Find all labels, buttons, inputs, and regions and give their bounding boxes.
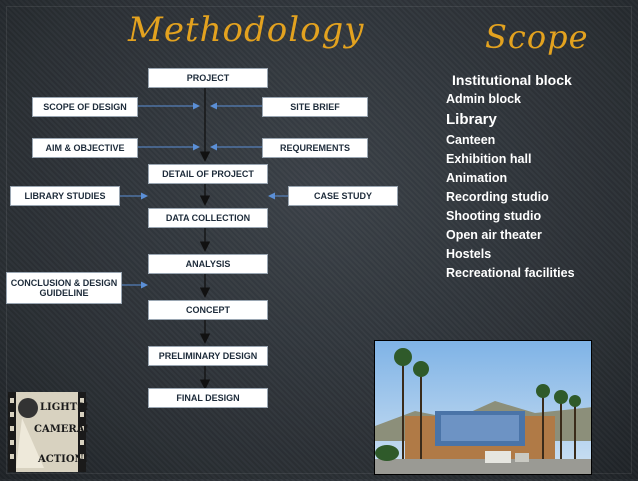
step-project: PROJECT: [148, 68, 268, 88]
scope-item: Shooting studio: [446, 209, 542, 223]
scope-item: Exhibition hall: [446, 152, 532, 166]
step-detail-of-project: DETAIL OF PROJECT: [148, 164, 268, 184]
scope-item: Canteen: [446, 133, 496, 147]
scope-title: Scope: [485, 18, 589, 56]
scope-item: Admin block: [446, 92, 522, 106]
input-library-studies: LIBRARY STUDIES: [10, 186, 120, 206]
scope-item: Recreational facilities: [446, 266, 575, 280]
step-final-design: FINAL DESIGN: [148, 388, 268, 408]
input-case-study: CASE STUDY: [288, 186, 398, 206]
input-conclusion-design-guideline: CONCLUSION & DESIGN GUIDELINE: [6, 272, 122, 304]
lights-camera-action-logo: [4, 388, 90, 476]
step-preliminary-design: PRELIMINARY DESIGN: [148, 346, 268, 366]
input-site-brief: SITE BRIEF: [262, 97, 368, 117]
logo-text: LIGHTS!: [40, 402, 89, 413]
scope-item: Recording studio: [446, 190, 549, 204]
scope-item: Animation: [446, 171, 508, 185]
movie-camera-icon: [18, 398, 38, 418]
scope-list: [446, 72, 575, 283]
scope-item: Open air theater: [446, 228, 542, 242]
scope-heading: Institutional block: [452, 72, 572, 88]
input-aim-objective: AIM & OBJECTIVE: [32, 138, 138, 158]
methodology-title: Methodology: [128, 10, 365, 50]
logo-text: ACTION!: [38, 454, 89, 465]
step-data-collection: DATA COLLECTION: [148, 208, 268, 228]
step-concept: CONCEPT: [148, 300, 268, 320]
step-analysis: ANALYSIS: [148, 254, 268, 274]
scope-item: Library: [446, 111, 497, 128]
studio-photo: [374, 340, 592, 475]
logo-text: CAMERA!: [34, 424, 89, 435]
input-scope-of-design: SCOPE OF DESIGN: [32, 97, 138, 117]
input-requrements: REQUREMENTS: [262, 138, 368, 158]
scope-item: Hostels: [446, 247, 492, 261]
